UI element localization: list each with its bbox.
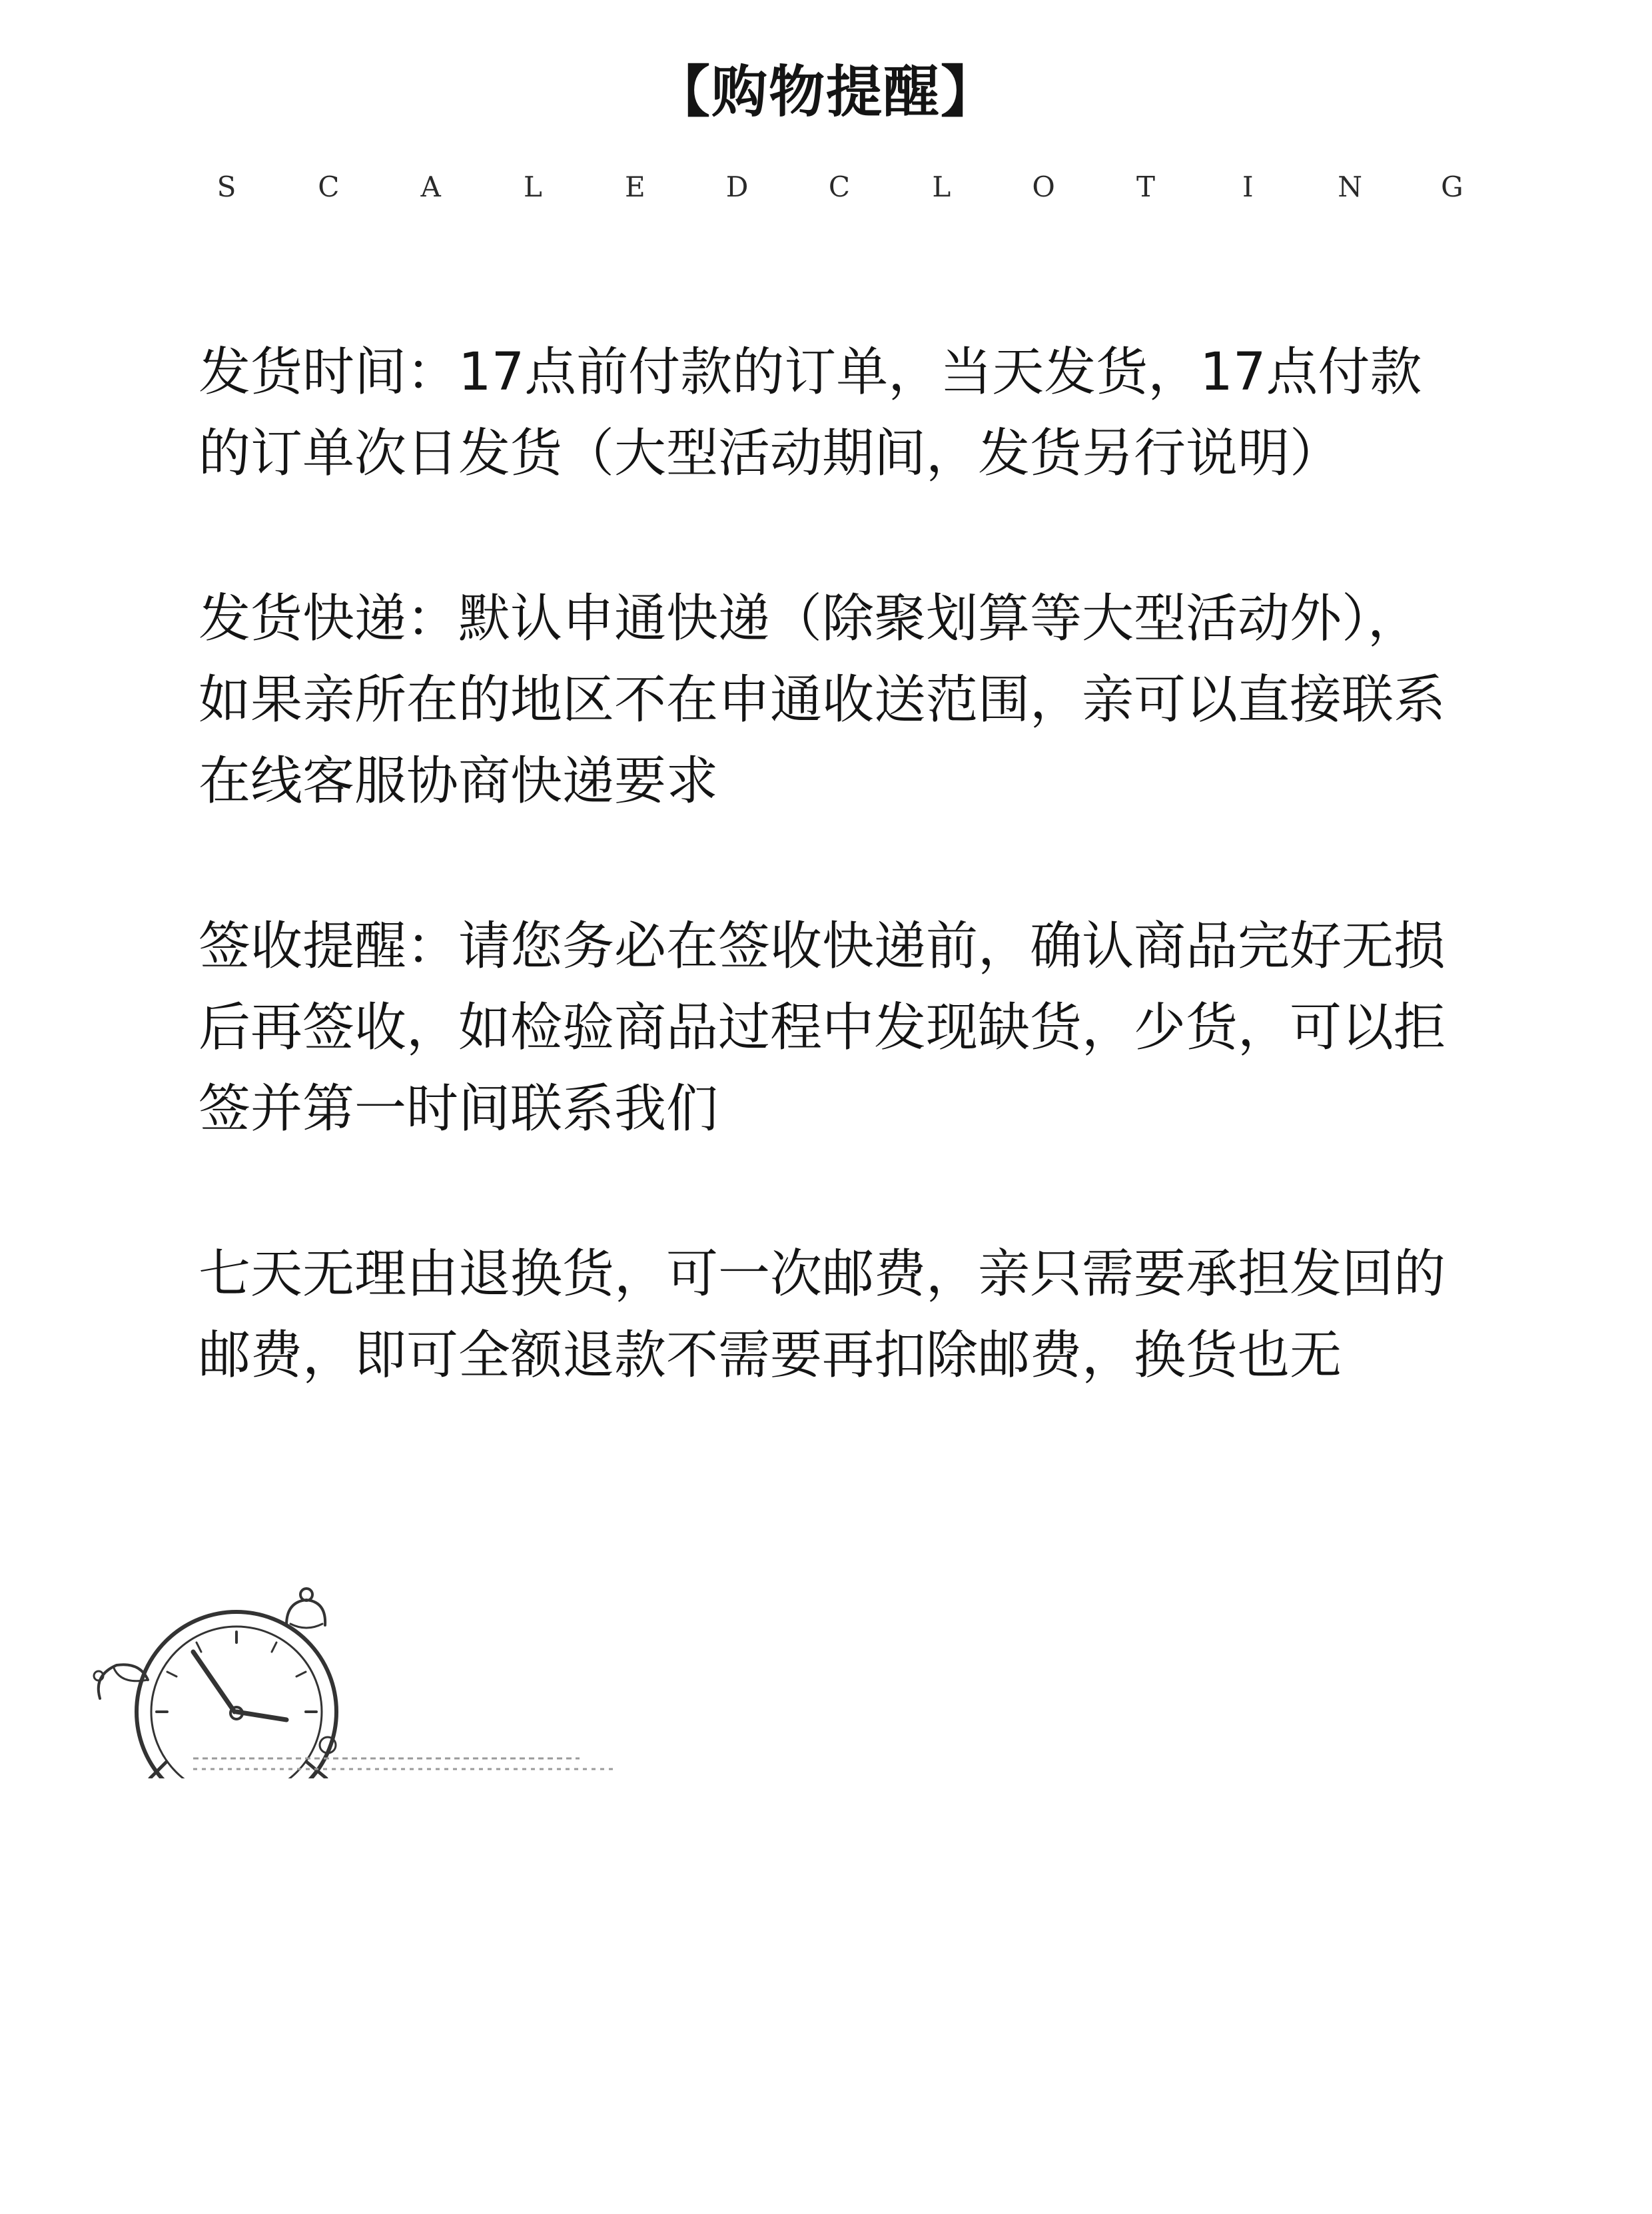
brand-wordmark [206, 163, 1472, 210]
notice-content [199, 332, 1451, 1480]
alarm-clock-icon [87, 1525, 633, 1778]
brand-letter: G [1441, 170, 1463, 203]
brand-letter: S [216, 170, 236, 203]
brand-letter: D [725, 170, 749, 203]
brand-letter: C [318, 170, 340, 203]
receipt-reminder-paragraph: 签收提醒：请您务必在签收快递前，确认商品完好无损后再签收，如检验商品过程中发现缺货，少货，可以拒签并第一时间联系我们 [199, 917, 1446, 1139]
page-title: 【购物提醒】 [653, 59, 998, 125]
brand-letter: L [932, 170, 951, 203]
brand-letter: L [524, 170, 542, 203]
brand-letter: A [420, 170, 441, 203]
return-policy-paragraph: 七天无理由退换货，可一次邮费，亲只需要承担发回的邮费，即可全额退款不需要再扣除邮费，换货也无 [199, 1244, 1446, 1385]
brand-letter: E [624, 170, 645, 203]
shipping-time-paragraph: 发货时间：17点前付款的订单，当天发货，17点付款的订单次日发货（大型活动期间，发货另行说明） [199, 342, 1422, 484]
brand-letter: C [828, 170, 851, 203]
brand-letter: N [1338, 170, 1362, 203]
courier-paragraph: 发货快递：默认申通快递（除聚划算等大型活动外），如果亲所在的地区不在申通收送范围，亲可以直接联系在线客服协商快递要求 [199, 589, 1446, 811]
brand-letter: O [1032, 170, 1055, 203]
brand-letter: T [1136, 170, 1155, 203]
brand-letter: I [1242, 170, 1254, 203]
